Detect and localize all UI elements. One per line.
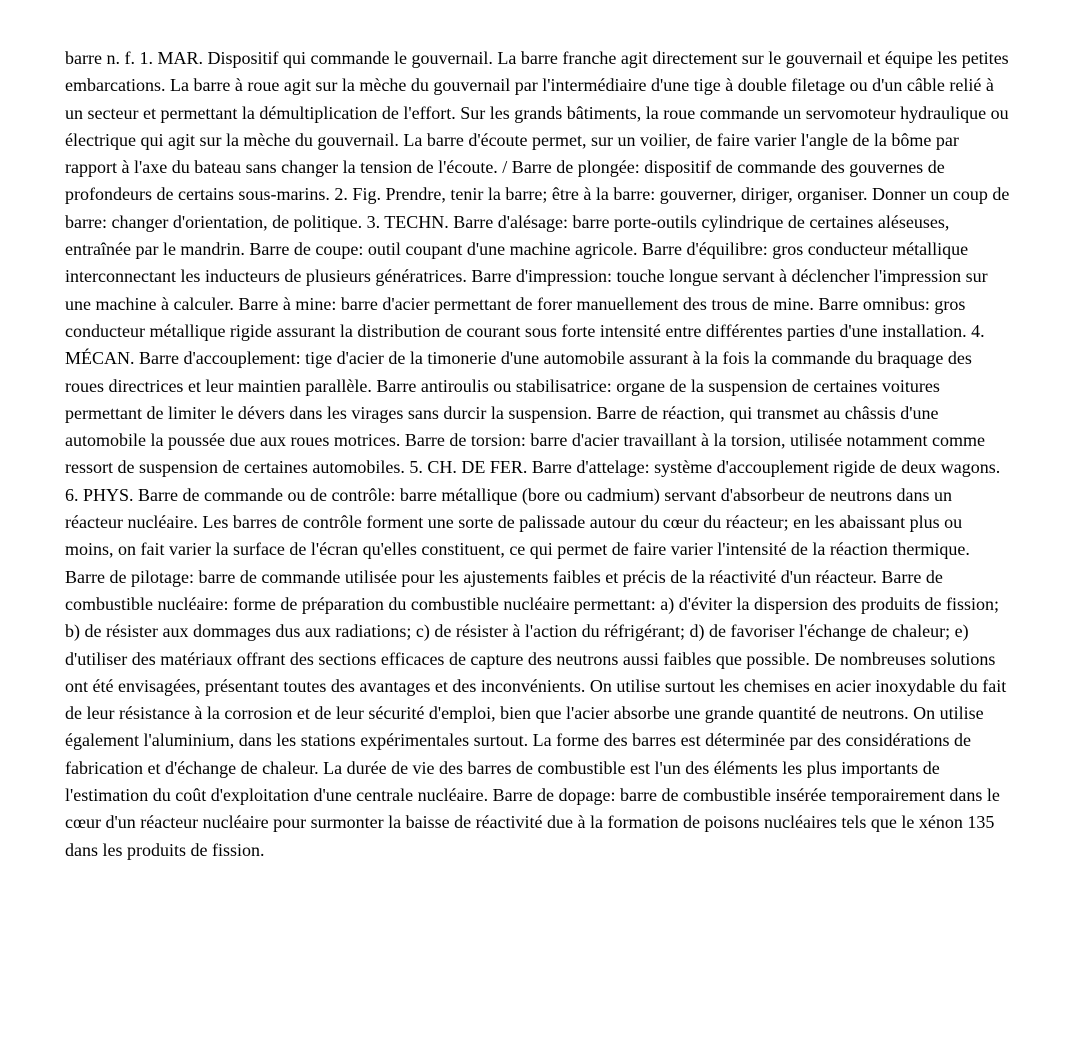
- entry-text: barre n. f. 1. MAR. Dispositif qui commande le gouvernail. La barre franche agit directement sur le gouvernail et équipe les petites embarcations. La barre à roue agit sur la mèche du gouvernail par l'intermédiaire d'une tige à double filetage ou d'un câble relié à un secteur et permettant la démultiplication de l'effort. Sur les grands bâtiments, la roue commande un servomoteur hydraulique ou électrique qui agit sur la mèche du gouvernail. La barre d'écoute permet, sur un voilier, de faire varier l'angle de la bôme par rapport à l'axe du bateau sans changer la tension de l'écoute. / Barre de plongée: dispositif de commande des gouvernes de profondeurs de certains sous-marins. 2. Fig. Prendre, tenir la barre; être à la barre: gouverner, diriger, organiser. Donner un coup de barre: changer d'orientation, de politique. 3. TECHN. Barre d'alésage: barre porte-outils cylindrique de certaines aléseuses, entraînée par le mandrin. Barre de coupe: outil coupant d'une machine agricole. Barre d'équilibre: gros conducteur métallique interconnectant les inducteurs de plusieurs génératrices. Barre d'impression: touche longue servant à déclencher l'impression sur une machine à calculer. Barre à mine: barre d'acier permettant de forer manuellement des trous de mine. Barre omnibus: gros conducteur métallique rigide assurant la distribution de courant sous forte intensité entre différentes parties d'une installation. 4. MÉCAN. Barre d'accouplement: tige d'acier de la timonerie d'une automobile assurant à la fois la commande du braquage des roues directrices et leur maintien parallèle. Barre antiroulis ou stabilisatrice: organe de la suspension de certaines voitures permettant de limiter le dévers dans les virages sans durcir la suspension. Barre de réaction, qui transmet au châssis d'une automobile la poussée due aux roues motrices. Barre de torsion: barre d'acier travaillant à la torsion, utilisée notamment comme ressort de suspension de certaines automobiles. 5. CH. DE FER. Barre d'attelage: système d'accouplement rigide de deux wagons. 6. PHYS. Barre de commande ou de contrôle: barre métallique (bore ou cadmium) servant d'absorbeur de neutrons dans un réacteur nucléaire. Les barres de contrôle forment une sorte de palissade autour du cœur du réacteur; en les abaissant plus ou moins, on fait varier la surface de l'écran qu'elles constituent, ce qui permet de faire varier l'intensité de la réaction thermique. Barre de pilotage: barre de commande utilisée pour les ajustements faibles et précis de la réactivité d'un réacteur. Barre de combustible nucléaire: forme de préparation du combustible nucléaire permettant: a) d'éviter la dispersion des produits de fission; b) de résister aux dommages dus aux radiations; c) de résister à l'action du réfrigérant; d) de favoriser l'échange de chaleur; e) d'utiliser des matériaux offrant des sections efficaces de capture des neutrons aussi faibles que possible. De nombreuses solutions ont été envisagées, présentant toutes des avantages et des inconvénients. On utilise surtout les chemises en acier inoxydable du fait de leur résistance à la corrosion et de leur sécurité d'emploi, bien que l'acier absorbe une grande quantité de neutrons. On utilise également l'aluminium, dans les stations expérimentales surtout. La forme des barres est déterminée par des considérations de fabrication et d'échange de chaleur. La durée de vie des barres de combustible est l'un des éléments les plus importants de l'estimation du coût d'exploitation d'une centrale nucléaire. Barre de dopage: barre de combustible insérée temporairement dans le cœur d'un réacteur nucléaire pour surmonter la baisse de réactivité due à la formation de poisons nucléaires tels que le xénon 135 dans les produits de fission.: [65, 48, 1010, 860]
- dictionary-entry: [65, 45, 1011, 864]
